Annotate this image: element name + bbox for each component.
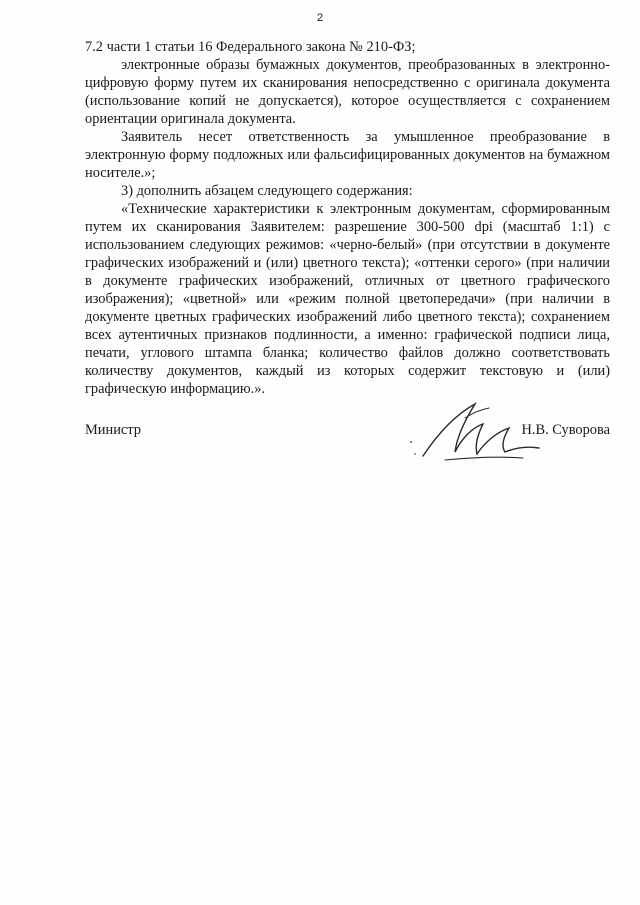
page-number: 2 xyxy=(316,12,324,24)
signatory-name: Н.В. Суворова xyxy=(521,422,610,438)
document-body xyxy=(85,38,610,398)
signatory-title: Министр xyxy=(85,422,141,438)
paragraph-reference: 7.2 части 1 статьи 16 Федерального закона № 210-ФЗ; xyxy=(85,39,416,55)
paragraph-amendment-intro: 3) дополнить абзацем следующего содержания: xyxy=(121,183,413,199)
paragraph-applicant-responsibility: Заявитель несет ответственность за умышленное преобразование в электронную форму подложных или фальсифицированных документов на бумажном носителе.»; xyxy=(85,129,610,181)
paragraph-technical-characteristics: «Технические характеристики к электронным документам, сформированным путем их сканирования Заявителем: разрешение 300-500 dpi (масштаб 1:1) с использованием следующих режимов: «черно-белый» (при отсутствии в документе графических изображений и (или) цветного текста); «оттенки серого» (при наличии в документе графических изображений, отличных от цветного графического изображения); «цветной» или «режим полной цветопередачи» (при наличии в документе цветных графических изображений либо цветного текста); сохранением всех аутентичных признаков подлинности, а именно: графической подписи лица, печати, углового штампа бланка; количество файлов должно соответствовать количеству документов, каждый из которых содержит текстовую и (или) графическую информацию.». xyxy=(85,201,610,397)
signature-block xyxy=(85,420,610,480)
paragraph-electronic-images: электронные образы бумажных документов, преобразованных в электронно-цифровую форму путем их сканирования непосредственно с оригинала документа (использование копий не допускается), которое осуществляется с сохранением ориентации оригинала документа. xyxy=(85,57,610,127)
